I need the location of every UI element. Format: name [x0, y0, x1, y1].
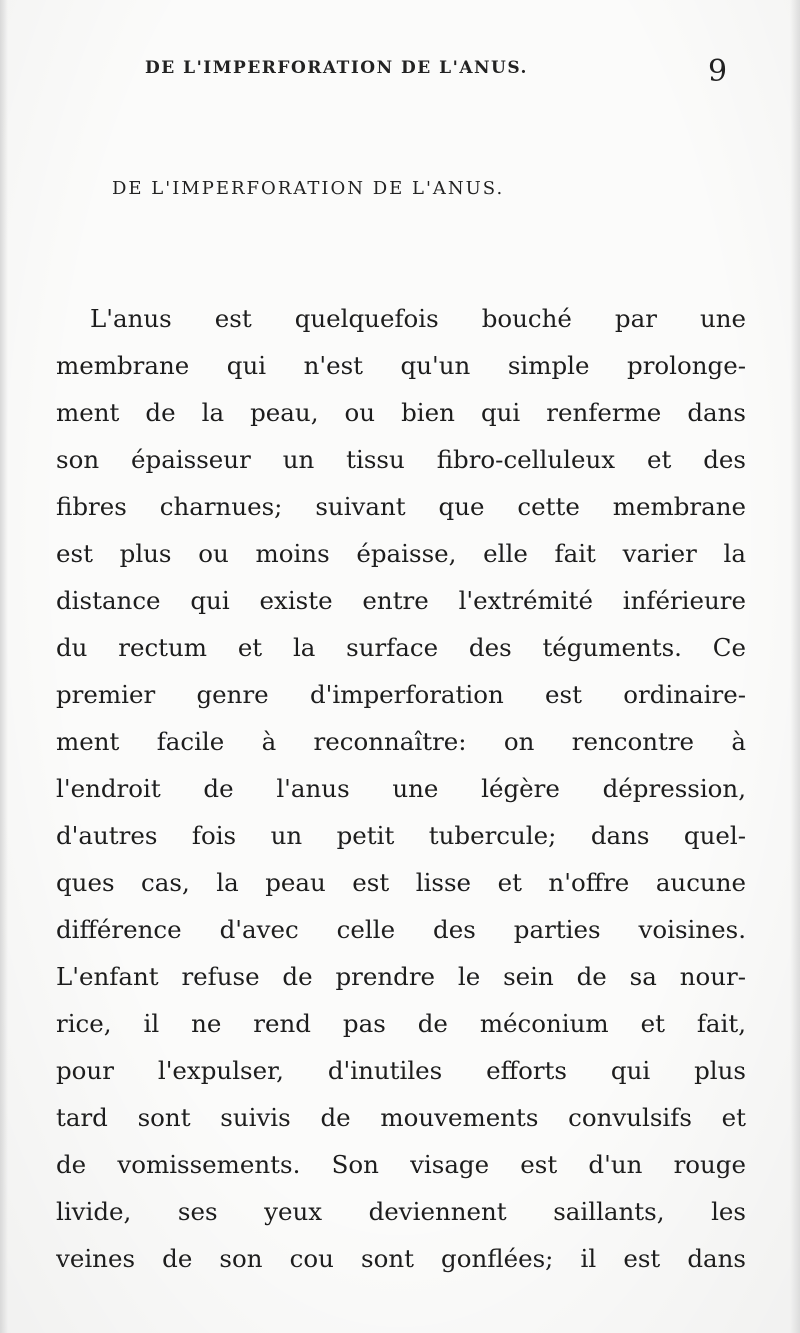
- body-paragraph: [56, 295, 746, 1282]
- text-line: ques cas, la peau est lisse et n'offre aucune: [56, 868, 746, 897]
- section-title: DE L'IMPERFORATION DE L'ANUS.: [112, 178, 505, 199]
- text-line: son épaisseur un tissu fibro-celluleux et des: [56, 445, 746, 474]
- text-line: rice, il ne rend pas de méconium et fait,: [56, 1009, 746, 1038]
- text-line: fibres charnues; suivant que cette membrane: [56, 492, 746, 521]
- page-edge-shadow-left: [0, 0, 8, 1333]
- text-line: différence d'avec celle des parties voisines.: [56, 915, 746, 944]
- text-line: de vomissements. Son visage est d'un rouge: [56, 1150, 746, 1179]
- text-line: L'enfant refuse de prendre le sein de sa nour-: [56, 962, 746, 991]
- text-line: L'anus est quelquefois bouché par une: [90, 304, 746, 333]
- text-line: distance qui existe entre l'extrémité inférieure: [56, 586, 746, 615]
- text-line: ment de la peau, ou bien qui renferme dans: [56, 398, 746, 427]
- text-line: pour l'expulser, d'inutiles efforts qui plus: [56, 1056, 746, 1085]
- text-line: l'endroit de l'anus une légère dépression,: [56, 774, 746, 803]
- text-line: premier genre d'imperforation est ordinaire-: [56, 680, 746, 709]
- page-number: 9: [708, 54, 728, 89]
- page-edge-shadow-right: [790, 0, 800, 1333]
- text-line: veines de son cou sont gonflées; il est dans: [56, 1244, 746, 1273]
- text-line: du rectum et la surface des téguments. Ce: [56, 633, 746, 662]
- text-line: ment facile à reconnaître: on rencontre à: [56, 727, 746, 756]
- text-line: membrane qui n'est qu'un simple prolonge-: [56, 351, 746, 380]
- text-line: tard sont suivis de mouvements convulsifs et: [56, 1103, 746, 1132]
- text-line: livide, ses yeux deviennent saillants, les: [56, 1197, 746, 1226]
- running-head: DE L'IMPERFORATION DE L'ANUS.: [145, 58, 528, 78]
- text-line: d'autres fois un petit tubercule; dans quel-: [56, 821, 746, 850]
- text-line: est plus ou moins épaisse, elle fait varier la: [56, 539, 746, 568]
